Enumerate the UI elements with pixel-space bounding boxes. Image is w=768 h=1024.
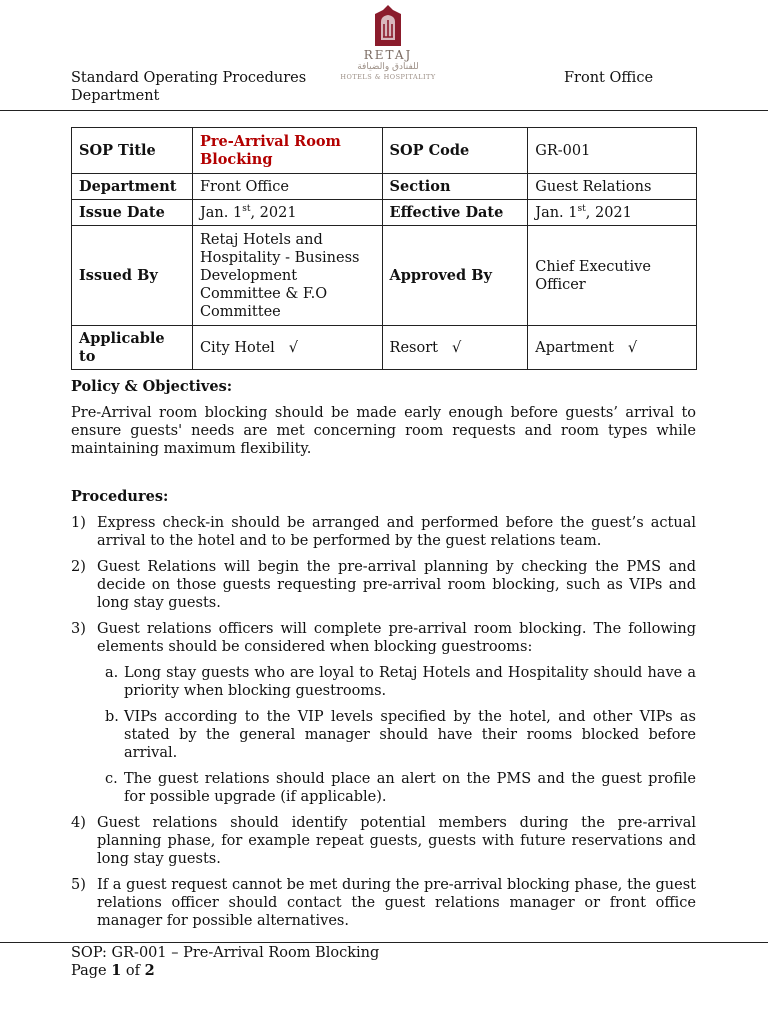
section-value: Guest Relations [528,174,697,200]
sop-code-label: SOP Code [382,128,528,174]
page-prefix: Page [71,963,112,979]
list-item [71,814,696,868]
step-number: 1) [71,515,86,531]
approved-by-label: Approved By [382,226,528,326]
procedures-list-continued [71,814,696,930]
effective-date-suffix: st [577,203,586,214]
applicable-apartment [528,326,697,370]
applicable-label-line: to [79,347,96,365]
step-number: 3) [71,621,86,637]
procedures-sub-list [71,664,696,806]
issue-date-label: Issue Date [72,200,193,226]
department-value: Front Office [192,174,382,200]
step-text: If a guest request cannot be met during the pre-arrival blocking phase, the guest relations officer should contact the guest relations manager or front office manager for possible alternatives. [97,877,696,929]
step-text: Guest relations should identify potential members during the pre-arrival planning phase, for example repeat guests, guests with future reservations and long stay guests. [97,815,696,867]
logo-subtitle: HOTELS & HOSPITALITY [340,73,436,81]
list-item [71,876,696,930]
effective-date-label: Effective Date [382,200,528,226]
approved-by-line: Chief Executive [535,258,651,275]
check-mark-icon: √ [451,339,462,356]
step-text: Guest Relations will begin the pre-arrival planning by checking the PMS and decide on those guests requesting pre-arrival room blocking, such as VIPs and long stay guests. [97,559,696,611]
page-current: 1 [111,962,122,979]
table-row [72,226,697,326]
sop-title-line: Blocking [199,150,273,168]
footer-divider [0,942,768,943]
table-row [72,326,697,370]
logo-brand: RETAJ [363,48,413,62]
check-mark-icon: √ [627,339,638,356]
step-text: Express check-in should be arranged and performed before the guest’s actual arrival to the hotel and to be performed by the guest relations team. [97,515,696,549]
applicable-city-hotel-label: City Hotel [199,339,275,356]
header-divider [0,110,768,111]
issue-date-suffix: st [242,203,251,214]
table-row [72,200,697,226]
sop-code-value: GR-001 [528,128,697,174]
sop-info-table [71,127,697,370]
issued-by-line: Development [199,267,298,284]
applicable-resort-label: Resort [389,339,438,356]
table-row [72,174,697,200]
step-text: Guest relations officers will complete pre-arrival room blocking. The following elements should be considered when blocking guestrooms: [97,621,696,655]
policy-heading: Policy & Objectives: [71,378,233,395]
list-item [71,620,696,656]
sub-item-letter: b. [105,709,119,725]
issued-by-line: Retaj Hotels and [199,231,323,248]
sop-title-value [192,128,382,174]
list-item [71,558,696,612]
issue-date-year: , 2021 [250,204,297,221]
applicable-label [72,326,193,370]
check-mark-icon: √ [288,339,298,356]
footer-sop-reference: SOP: GR-001 – Pre-Arrival Room Blocking [71,945,380,961]
list-item [71,514,696,550]
applicable-resort [382,326,528,370]
header-section: Front Office [564,70,654,86]
sub-item-text: The guest relations should place an alert on the PMS and the guest profile for possible upgrade (if applicable). [124,771,696,805]
retaj-emblem-icon [373,4,403,48]
header-left-line-2: Department [71,88,160,104]
header-department [71,69,351,105]
footer-page-number [71,962,379,980]
page-separator: of [121,963,145,979]
list-item [71,708,696,762]
step-number: 5) [71,877,86,893]
step-number: 2) [71,559,86,575]
retaj-logo [338,4,438,81]
issued-by-line: Committee & F.O [199,285,328,302]
policy-text: Pre-Arrival room blocking should be made early enough before guests’ arrival to ensure guests' needs are met concerning room requests and room types while maintaining maximum flexibility. [71,405,696,457]
page-total: 2 [144,962,155,979]
sub-item-text: VIPs according to the VIP levels specified by the hotel, and other VIPs as stated by the general manager should have their rooms blocked before arrival. [124,709,696,761]
header-left-line-1: Standard Operating Procedures [71,70,307,86]
applicable-apartment-label: Apartment [535,339,614,356]
applicable-label-line: Applicable [79,329,165,347]
procedures-heading: Procedures: [71,488,169,505]
issued-by-value [192,226,382,326]
effective-date-day: Jan. 1 [535,204,578,221]
procedures-list [71,514,696,656]
sop-title-line: Pre-Arrival Room [199,132,341,150]
approved-by-value [528,226,697,326]
effective-date-value [528,200,697,226]
document-footer [71,944,379,980]
step-number: 4) [71,815,86,831]
effective-date-year: , 2021 [585,204,632,221]
sub-item-letter: c. [105,771,118,787]
list-item [71,770,696,806]
logo-arabic: للفنادق والضيافة [357,62,419,72]
department-label: Department [72,174,193,200]
document-body [71,378,696,930]
sop-title-label: SOP Title [72,128,193,174]
issued-by-line: Hospitality - Business [199,249,360,266]
issued-by-line: Committee [199,303,281,320]
sub-item-letter: a. [105,665,119,681]
table-row [72,128,697,174]
issued-by-label: Issued By [72,226,193,326]
applicable-city-hotel [192,326,382,370]
approved-by-line: Officer [535,276,586,293]
section-label: Section [382,174,528,200]
issue-date-day: Jan. 1 [199,204,243,221]
issue-date-value [192,200,382,226]
sub-item-text: Long stay guests who are loyal to Retaj Hotels and Hospitality should have a priority when blocking guestrooms. [124,665,696,699]
list-item [71,664,696,700]
